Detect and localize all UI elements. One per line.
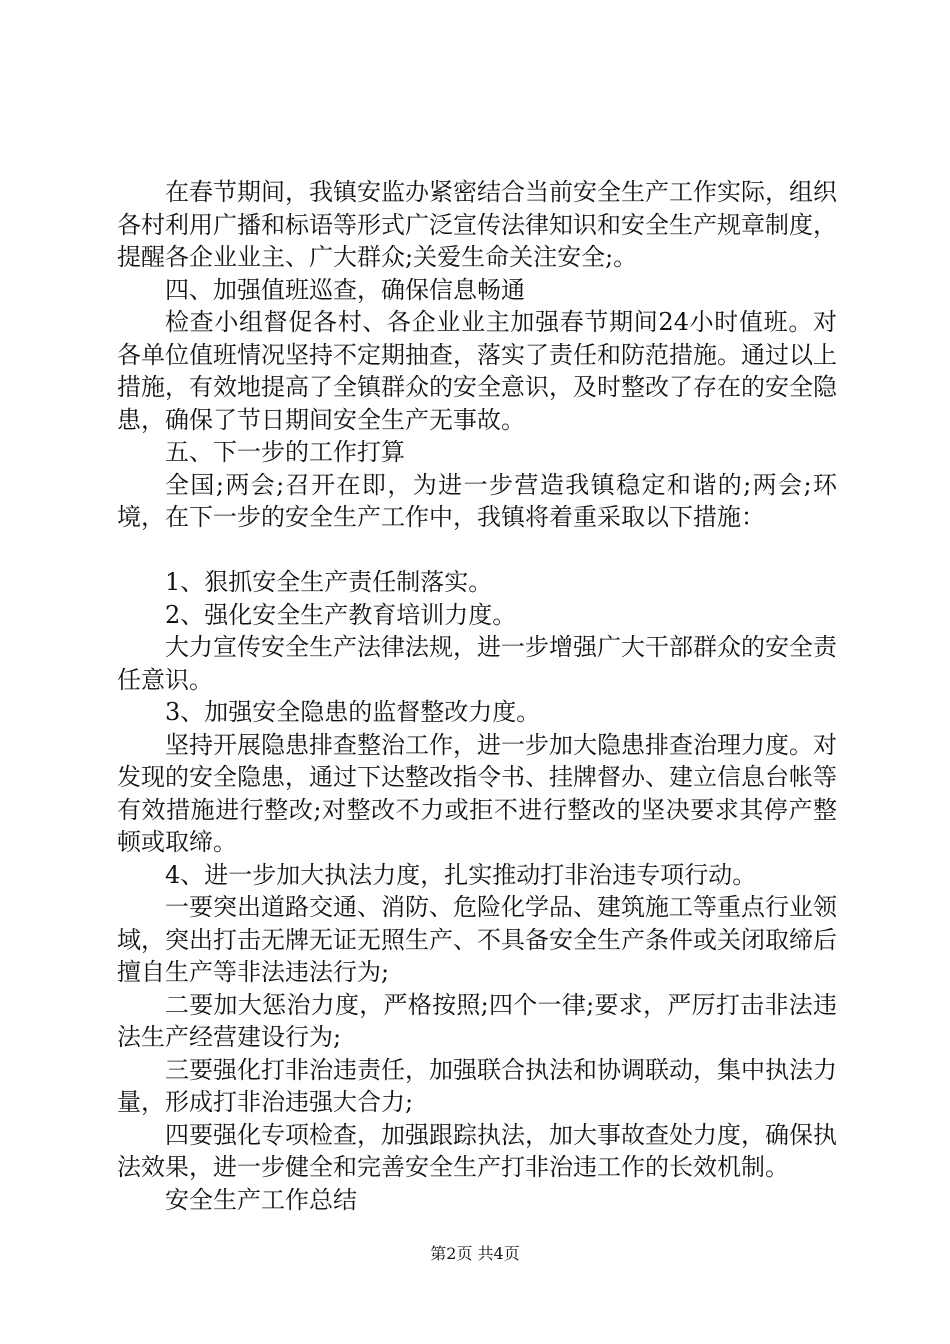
paragraph-duty-check: 检查小组督促各村、各企业业主加强春节期间24小时值班。对各单位值班情况坚持不定期抽查，落实了责任和防范措施。通过以上措施，有效地提高了全镇群众的安全意识，及时整改了存在的安全隐患，确保了节日期间安全生产无事故。 <box>117 308 837 434</box>
list-item-3: 3、加强安全隐患的监督整改力度。 <box>165 698 541 726</box>
list-item-2: 2、强化安全生产教育培训力度。 <box>165 600 517 629</box>
heading-duty-patrol: 四、加强值班巡查，确保信息畅通 <box>165 275 525 304</box>
paragraph-third-requirement: 三要强化打非治违责任，加强联合执法和协调联动，集中执法力量，形成打非治违强大合力; <box>117 1055 837 1116</box>
list-item-4: 4、进一步加大执法力度，扎实推动打非治违专项行动。 <box>165 860 757 889</box>
paragraph-publicity: 在春节期间，我镇安监办紧密结合当前安全生产工作实际，组织各村利用广播和标语等形式广泛宣传法律知识和安全生产规章制度，提醒各企业业主、广大群众;关爱生命关注安全;。 <box>117 178 837 271</box>
page-number-footer: 第2页 共4页 <box>430 1244 520 1263</box>
heading-next-steps: 五、下一步的工作打算 <box>165 438 405 466</box>
paragraph-next-steps-intro: 全国;两会;召开在即，为进一步营造我镇稳定和谐的;两会;环境，在下一步的安全生产工作中，我镇将着重采取以下措施： <box>117 470 837 531</box>
paragraph-first-requirement: 一要突出道路交通、消防、危险化学品、建筑施工等重点行业领域，突出打击无牌无证无照生产、不具备安全生产条件或关闭取缔后擅自生产等非法违法行为; <box>117 893 837 986</box>
paragraph-gap <box>117 534 837 567</box>
document-body <box>117 176 837 1216</box>
paragraph-second-requirement: 二要加大惩治力度，严格按照;四个一律;要求，严厉打击非法违法生产经营建设行为; <box>117 990 837 1051</box>
paragraph-education: 大力宣传安全生产法律法规，进一步增强广大干部群众的安全责任意识。 <box>117 633 837 694</box>
list-item-1: 1、狠抓安全生产责任制落实。 <box>165 568 493 596</box>
document-closing-title: 安全生产工作总结 <box>165 1185 357 1214</box>
paragraph-hazard-rectification: 坚持开展隐患排查整治工作，进一步加大隐患排查治理力度。对发现的安全隐患，通过下达整改指令书、挂牌督办、建立信息台帐等有效措施进行整改;对整改不力或拒不进行整改的坚决要求其停产整顿或取缔。 <box>117 730 837 856</box>
paragraph-fourth-requirement: 四要强化专项检查，加强跟踪执法，加大事故查处力度，确保执法效果，进一步健全和完善安全生产打非治违工作的长效机制。 <box>117 1120 837 1181</box>
